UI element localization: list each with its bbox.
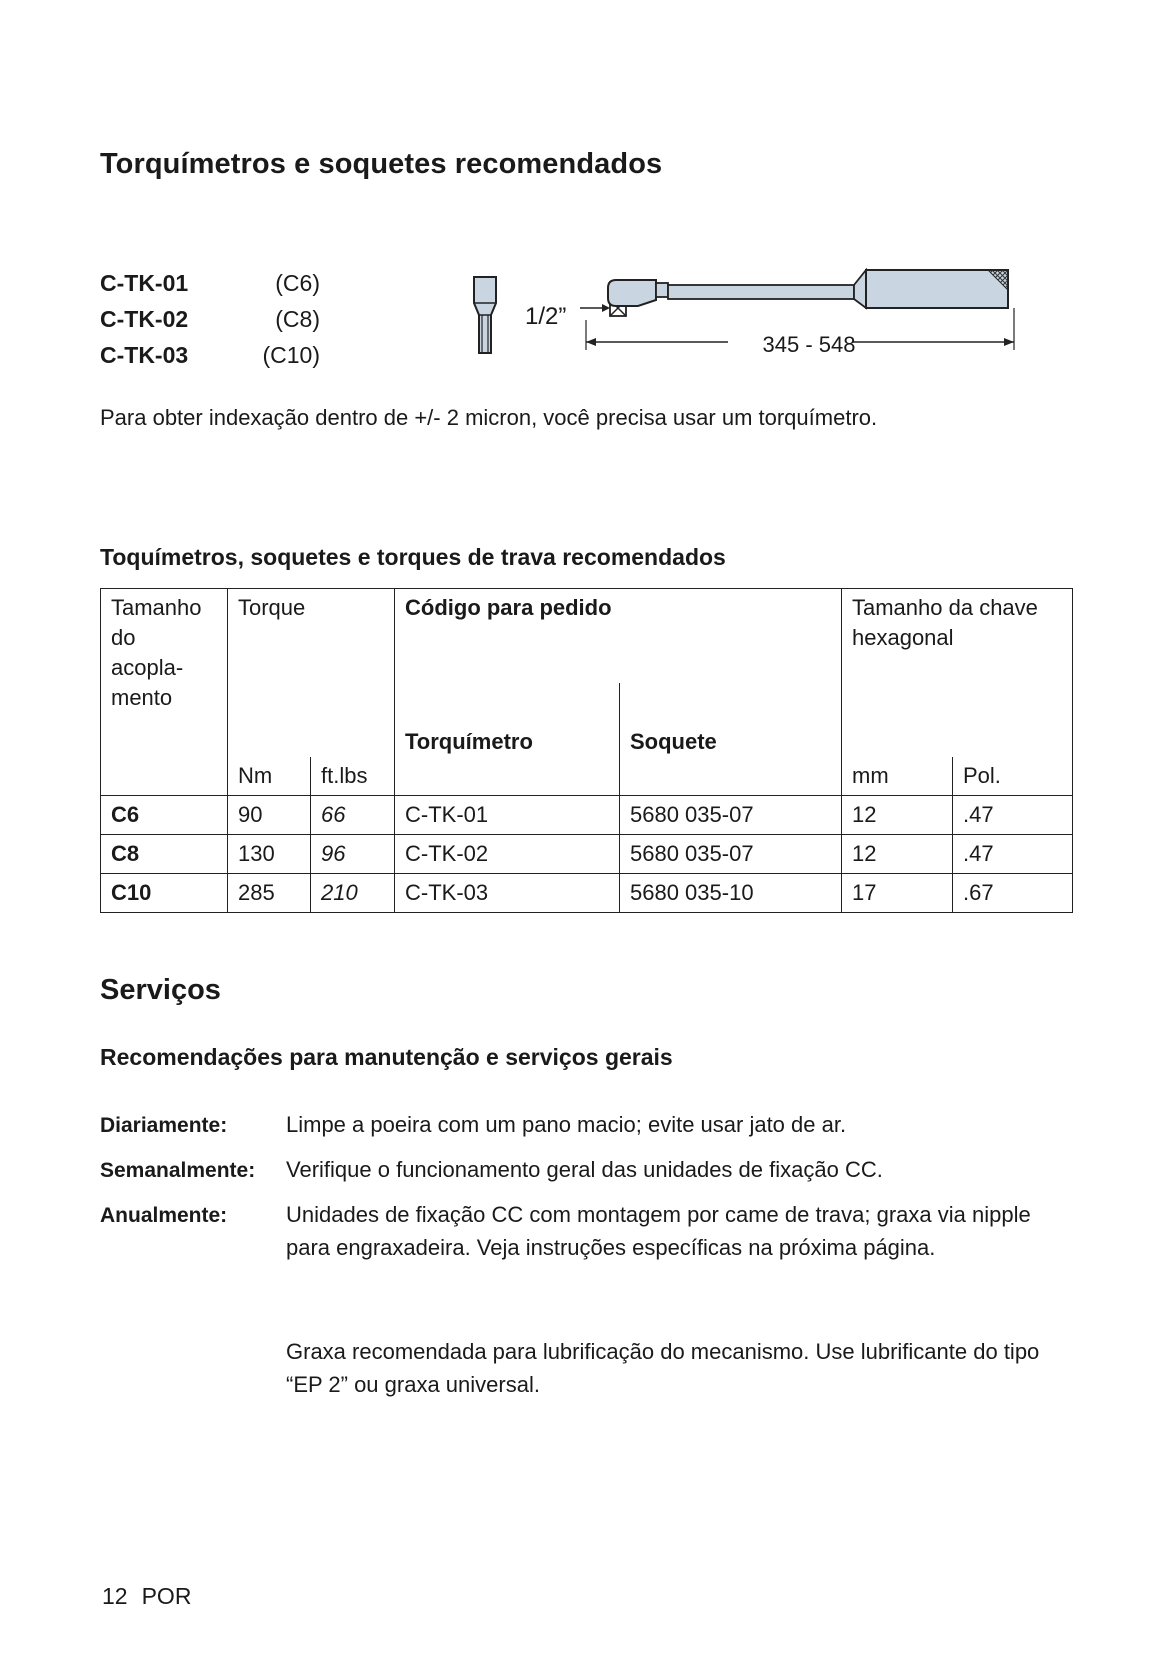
header-socket-empty bbox=[620, 757, 842, 796]
service-label-yearly: Anualmente: bbox=[100, 1204, 228, 1227]
table-units-row bbox=[101, 757, 1073, 796]
cell-pol: .47 bbox=[953, 796, 1073, 835]
language-code: POR bbox=[141, 1583, 192, 1609]
header-hex-line: hexagonal bbox=[852, 625, 954, 650]
services-heading: Serviços bbox=[100, 974, 221, 1006]
cell-wrench: C-TK-02 bbox=[395, 835, 620, 874]
service-text-yearly: Unidades de fixação CC com montagem por came de trava; graxa via nipple para engraxadeira. Veja instruções específicas na próxima página. bbox=[286, 1202, 1031, 1260]
header-order-code: Código para pedido bbox=[395, 589, 842, 684]
cell-ftlbs: 96 bbox=[311, 835, 395, 874]
cell-size: C6 bbox=[101, 796, 228, 835]
cell-pol: .47 bbox=[953, 835, 1073, 874]
cell-socket: 5680 035-07 bbox=[620, 835, 842, 874]
page-number: 12 bbox=[102, 1583, 128, 1609]
cell-size: C8 bbox=[101, 835, 228, 874]
header-pol: Pol. bbox=[953, 757, 1073, 796]
cell-socket: 5680 035-10 bbox=[620, 874, 842, 913]
cell-wrench: C-TK-01 bbox=[395, 796, 620, 835]
cell-socket: 5680 035-07 bbox=[620, 796, 842, 835]
length-dimension-label: 345 - 548 bbox=[762, 332, 856, 357]
cell-nm: 285 bbox=[228, 874, 311, 913]
cell-size: C10 bbox=[101, 874, 228, 913]
header-coupling-line: Tamanho bbox=[111, 595, 202, 620]
cell-mm: 17 bbox=[842, 874, 953, 913]
cell-nm: 130 bbox=[228, 835, 311, 874]
model-code: C-TK-01 bbox=[100, 270, 189, 296]
cell-ftlbs: 210 bbox=[311, 874, 395, 913]
header-coupling-line: mento bbox=[111, 685, 173, 710]
header-wrench: Torquímetro bbox=[395, 683, 620, 757]
table-row bbox=[101, 796, 1073, 835]
cell-nm: 90 bbox=[228, 796, 311, 835]
model-size: (C6) bbox=[275, 270, 320, 296]
header-hex-line: Tamanho da chave bbox=[852, 595, 1038, 620]
model-row bbox=[100, 270, 320, 306]
header-coupling-line: acopla- bbox=[111, 655, 184, 680]
intro-paragraph: Para obter indexação dentro de +/- 2 micron, você precisa usar um torquímetro. bbox=[100, 405, 878, 430]
page-title: Torquímetros e soquetes recomendados bbox=[100, 148, 663, 180]
socket-drawing bbox=[470, 275, 510, 365]
table-row bbox=[101, 835, 1073, 874]
header-coupling-size bbox=[101, 589, 228, 796]
model-list bbox=[100, 270, 320, 378]
header-ftlbs: ft.lbs bbox=[311, 757, 395, 796]
header-hex-key bbox=[842, 589, 1073, 758]
model-size: (C8) bbox=[275, 306, 320, 332]
model-code: C-TK-03 bbox=[100, 342, 189, 368]
service-text-weekly: Verifique o funcionamento geral das unidades de fixação CC. bbox=[286, 1157, 883, 1182]
header-socket: Soquete bbox=[620, 683, 842, 757]
header-nm: Nm bbox=[228, 757, 311, 796]
header-mm: mm bbox=[842, 757, 953, 796]
header-wrench-empty bbox=[395, 757, 620, 796]
model-size: (C10) bbox=[262, 342, 320, 368]
service-text-daily: Limpe a poeira com um pano macio; evite usar jato de ar. bbox=[286, 1112, 847, 1137]
cell-mm: 12 bbox=[842, 796, 953, 835]
cell-ftlbs: 66 bbox=[311, 796, 395, 835]
maintenance-subheading: Recomendações para manutenção e serviços gerais bbox=[100, 1044, 673, 1070]
header-coupling-line: do bbox=[111, 625, 136, 650]
page-footer bbox=[102, 1583, 205, 1610]
torque-spec-table bbox=[100, 588, 1073, 913]
model-row bbox=[100, 306, 320, 342]
cell-wrench: C-TK-03 bbox=[395, 874, 620, 913]
table-header-row bbox=[101, 589, 1073, 684]
table-title: Toquímetros, soquetes e torques de trava recomendados bbox=[100, 544, 726, 570]
drive-size-label: 1/2” bbox=[525, 303, 567, 330]
table-row bbox=[101, 874, 1073, 913]
cell-pol: .67 bbox=[953, 874, 1073, 913]
model-row bbox=[100, 342, 320, 378]
header-torque: Torque bbox=[228, 589, 395, 758]
grease-note: Graxa recomendada para lubrificação do mecanismo. Use lubrificante do tipo “EP 2” ou graxa universal. bbox=[286, 1339, 1040, 1397]
service-label-weekly: Semanalmente: bbox=[100, 1159, 256, 1182]
model-code: C-TK-02 bbox=[100, 306, 189, 332]
cell-mm: 12 bbox=[842, 835, 953, 874]
service-label-daily: Diariamente: bbox=[100, 1114, 228, 1137]
